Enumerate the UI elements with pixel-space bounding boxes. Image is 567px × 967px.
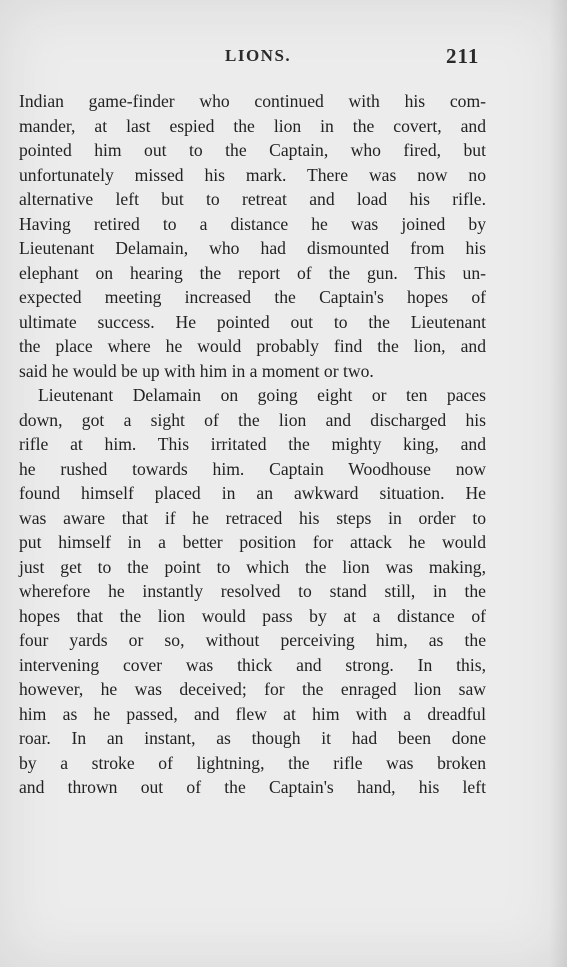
running-head: LIONS.: [225, 46, 292, 65]
paragraph-last-line: said he would be up with him in a moment or two.: [19, 360, 374, 381]
page-header: [0, 46, 567, 76]
text-line: pointed him out to the Captain, who fired, but: [19, 140, 486, 160]
text-line: down, got a sight of the lion and discharged his: [19, 409, 486, 430]
text-line: him as he passed, and flew at him with a dreadful: [19, 703, 486, 724]
text-line: expected meeting increased the Captain's hopes of: [19, 287, 486, 307]
text-line: the place where he would probably find the lion, and: [19, 336, 486, 356]
text-line: roar. In an instant, as though it had been done: [19, 728, 486, 748]
text-line: by a stroke of lightning, the rifle was broken: [19, 752, 486, 773]
text-line: unfortunately missed his mark. There was now no: [19, 164, 486, 185]
text-line: elephant on hearing the report of the gun. This un-: [19, 262, 486, 283]
text-line: four yards or so, without perceiving him, as the: [19, 630, 486, 650]
text-line: Indian game-finder who continued with his com-: [19, 91, 486, 111]
text-line: found himself placed in an awkward situation. He: [19, 483, 486, 503]
text-line: and thrown out of the Captain's hand, his left: [19, 777, 486, 797]
text-line: intervening cover was thick and strong. In this,: [19, 654, 486, 675]
paragraph-first-line: Lieutenant Delamain on going eight or ten paces: [38, 385, 486, 405]
text-line: he rushed towards him. Captain Woodhouse now: [19, 458, 486, 479]
text-line: put himself in a better position for attack he would: [19, 532, 486, 552]
text-line: Lieutenant Delamain, who had dismounted from his: [19, 238, 486, 258]
text-line: was aware that if he retraced his steps in order to: [19, 507, 486, 528]
text-line: just get to the point to which the lion was making,: [19, 556, 486, 577]
text-line: rifle at him. This irritated the mighty king, and: [19, 434, 486, 454]
text-line: wherefore he instantly resolved to stand still, in the: [19, 581, 486, 601]
text-line: hopes that the lion would pass by at a distance of: [19, 605, 486, 626]
text-line: ultimate success. He pointed out to the Lieutenant: [19, 311, 486, 332]
page-number: 211: [446, 44, 480, 68]
body-text: [19, 89, 486, 800]
text-line: alternative left but to retreat and load his rifle.: [19, 189, 486, 209]
text-line: Having retired to a distance he was joined by: [19, 213, 486, 234]
text-line: however, he was deceived; for the enraged lion saw: [19, 679, 486, 699]
page-edge-shadow: [549, 0, 567, 967]
text-line: mander, at last espied the lion in the covert, and: [19, 115, 486, 136]
